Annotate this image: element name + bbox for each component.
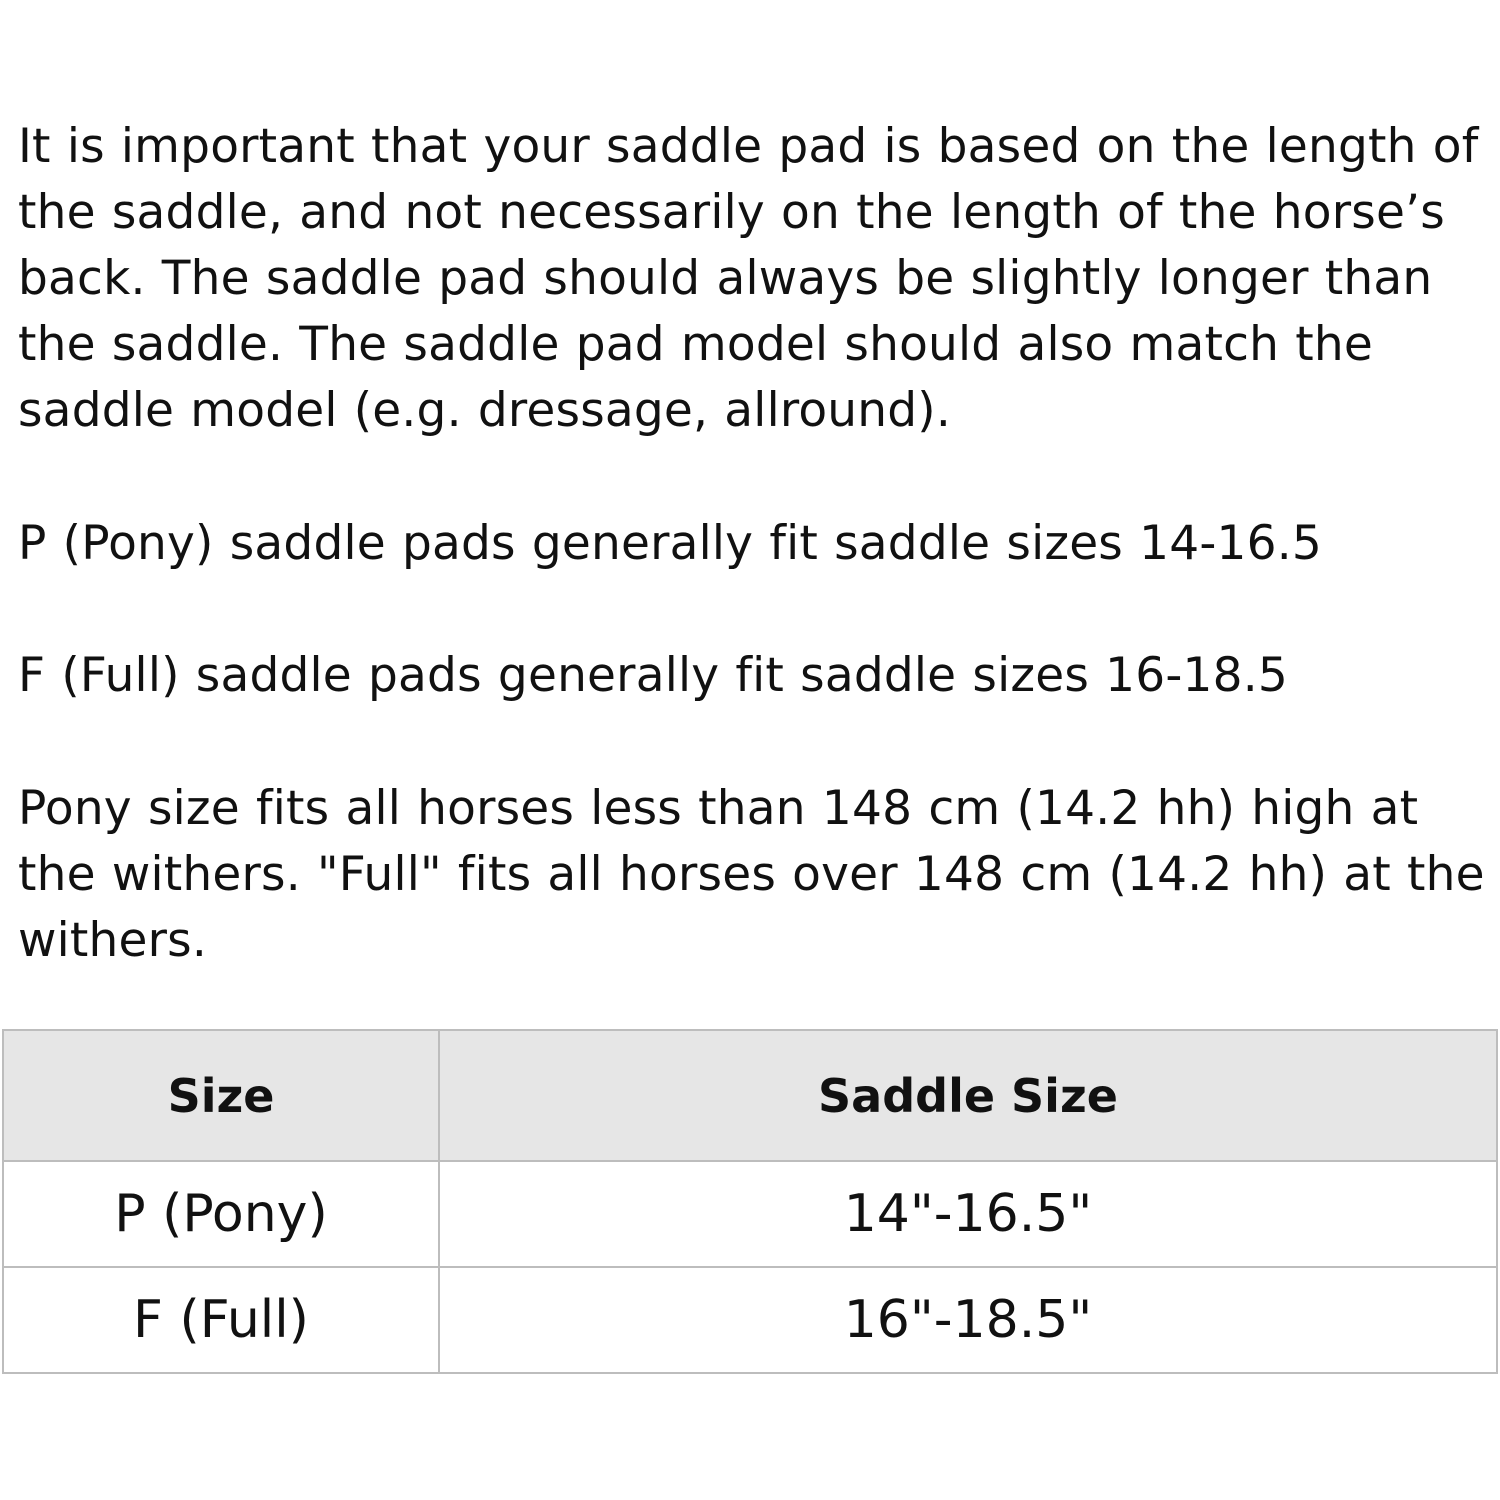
intro-paragraph: It is important that your saddle pad is based on the length of the saddle, and not necessarily on the length of the horse’s back. The saddle pad should always be slightly longer than the saddle. The saddle pad model should also match the saddle model (e.g. dressage, allround).: [18, 119, 1479, 438]
pony-fit-paragraph: P (Pony) saddle pads generally fit saddle sizes 14-16.5: [18, 516, 1322, 571]
saddle-size-cell: 16"-18.5": [439, 1267, 1497, 1373]
size-cell: P (Pony): [3, 1161, 439, 1267]
full-fit-paragraph: F (Full) saddle pads generally fit saddle sizes 16-18.5: [18, 648, 1288, 703]
height-fit-paragraph: Pony size fits all horses less than 148 cm (14.2 hh) high at the withers. "Full" fits all horses over 148 cm (14.2 hh) at the withers.: [18, 781, 1485, 968]
size-table: [2, 1029, 1498, 1374]
table-row: [3, 1161, 1497, 1267]
saddle-size-column-header: Saddle Size: [439, 1030, 1497, 1161]
size-cell: F (Full): [3, 1267, 439, 1373]
table-header-row: [3, 1030, 1497, 1161]
size-column-header: Size: [3, 1030, 439, 1161]
table-row: [3, 1267, 1497, 1373]
saddle-size-cell: 14"-16.5": [439, 1161, 1497, 1267]
